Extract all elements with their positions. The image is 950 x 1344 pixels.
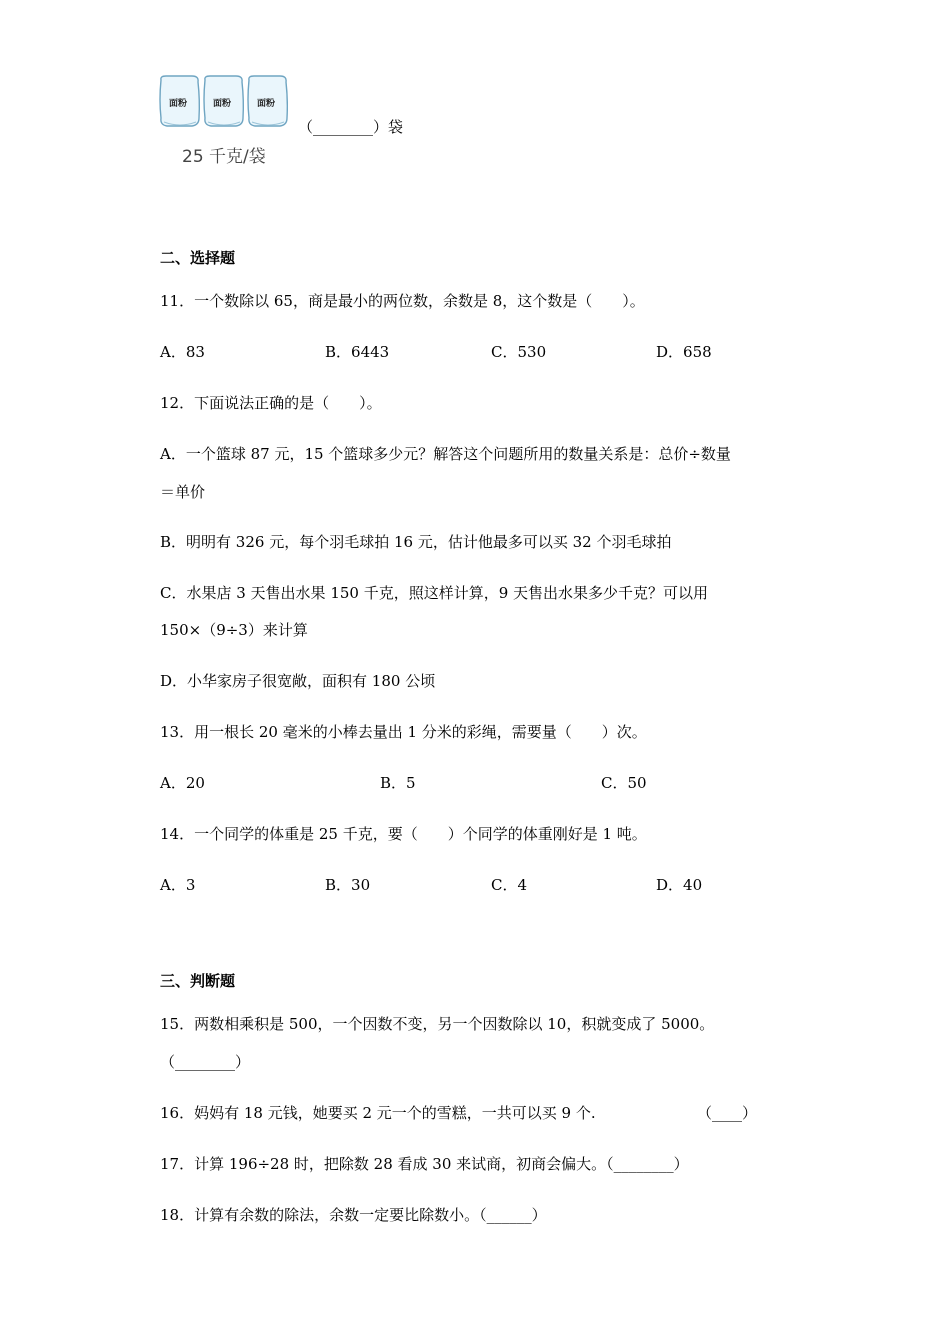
question-14: 14．一个同学的体重是 25 千克，要（ ）个同学的体重刚好是 1 吨。 (160, 825, 647, 843)
q12-option-d: D．小华家房子很宽敞，面积有 180 公顷 (160, 672, 436, 690)
q13-option-a: A．20 (160, 774, 205, 792)
question-16: 16．妈妈有 18 元钱，她要买 2 元一个的雪糕，一共可以买 9 个. (160, 1104, 596, 1122)
question-15-blank: （________） (160, 1053, 251, 1071)
q11-option-a: A．83 (160, 343, 205, 361)
q11-option-d: D．658 (656, 343, 712, 361)
q13-option-c: C．50 (601, 774, 647, 792)
q12-option-a-line1: A．一个篮球 87 元，15 个篮球多少元？解答这个问题所用的数量关系是：总价÷数量 (160, 445, 731, 463)
question-17: 17．计算 196÷28 时，把除数 28 看成 30 来试商，初商会偏大。（________） (160, 1155, 689, 1173)
question-15-line1: 15．两数相乘积是 500，一个因数不变，另一个因数除以 10，积就变成了 5000。 (160, 1015, 715, 1033)
q13-option-b: B．5 (380, 774, 416, 792)
section-title-judge: 三、判断题 (160, 972, 236, 990)
q12-option-a-line2: ＝单价 (160, 483, 206, 501)
flour-bags-illustration (158, 74, 288, 130)
q12-option-c-line2: 150×（9÷3）来计算 (160, 621, 308, 639)
question-12: 12．下面说法正确的是（ ）。 (160, 394, 382, 412)
bag-label-2: 面粉 (213, 99, 232, 109)
q12-option-b: B．明明有 326 元，每个羽毛球拍 16 元，估计他最多可以买 32 个羽毛球拍 (160, 533, 672, 551)
bags-answer-blank: （________）袋 (298, 118, 404, 136)
question-18: 18．计算有余数的除法，余数一定要比除数小。（______） (160, 1206, 547, 1224)
q11-option-c: C．530 (491, 343, 547, 361)
question-11: 11．一个数除以 65，商是最小的两位数，余数是 8，这个数是（ ）。 (160, 292, 645, 310)
q11-option-b: B．6443 (325, 343, 390, 361)
q14-option-a: A．3 (160, 876, 196, 894)
q14-option-c: C．4 (491, 876, 528, 894)
bag-label-3: 面粉 (257, 99, 276, 109)
bag-label-1: 面粉 (169, 99, 188, 109)
question-13: 13．用一根长 20 毫米的小棒去量出 1 分米的彩绳，需要量（ ）次。 (160, 723, 647, 741)
unit-label: 25 千克/袋 (182, 147, 266, 167)
question-16-blank: （____） (697, 1104, 758, 1122)
q14-option-b: B．30 (325, 876, 371, 894)
q12-option-c-line1: C．水果店 3 天售出水果 150 千克，照这样计算，9 天售出水果多少千克？可以用 (160, 584, 709, 602)
section-title-choice: 二、选择题 (160, 249, 236, 267)
q14-option-d: D．40 (656, 876, 703, 894)
